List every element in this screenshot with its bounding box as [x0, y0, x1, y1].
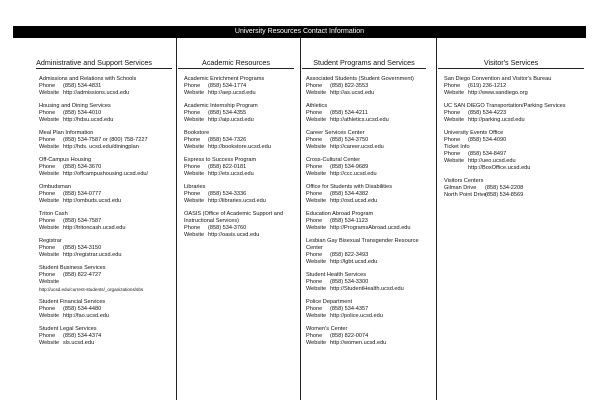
entry-line [306, 171, 432, 178]
phone-number: (858) 534-3760 [208, 225, 247, 231]
phone-number: (858) 534-3336 [208, 191, 247, 197]
website-link[interactable]: http://StudentHealth.ucsd.edu [330, 286, 404, 292]
entry-list [39, 76, 176, 347]
entry-name: Athletics [306, 103, 328, 109]
list-item [39, 184, 176, 205]
list-item [306, 211, 432, 232]
website-link[interactable]: http://ueo.ucsd.edu [468, 158, 516, 164]
website-link[interactable]: http://aip.ucsd.edu [208, 117, 254, 123]
entry-line [306, 198, 432, 205]
entry-line [306, 110, 432, 117]
phone-number: (858) 534-7326 [208, 137, 247, 143]
entry-line [39, 137, 176, 144]
list-item [306, 326, 432, 347]
entry-line [306, 90, 432, 97]
field-label: Website [306, 117, 327, 123]
field-label: Website [39, 252, 60, 258]
field-label: Phone [39, 110, 56, 116]
website-link[interactable]: http://police.ucsd.edu [330, 313, 383, 319]
field-label: Phone [39, 245, 56, 251]
entry-name: Express to Success Program [184, 157, 257, 163]
list-item [306, 103, 432, 124]
field-label: Website [306, 259, 327, 265]
ticket-info-label: Ticket Info [444, 144, 470, 150]
phone-number: (858) 534-3150 [63, 245, 102, 251]
entry-line [444, 137, 586, 144]
column-title: Visitor's Services [438, 58, 584, 69]
field-label: Phone [39, 83, 56, 89]
list-item [306, 272, 432, 293]
website-link[interactable]: http://www.sandiego.org [468, 90, 528, 96]
column-academic-resources [176, 38, 300, 400]
field-label: Phone [306, 306, 323, 312]
list-item [306, 299, 432, 320]
list-item [306, 184, 432, 205]
field-label: Website [184, 144, 205, 150]
entry-name: Housing and Dining Services [39, 103, 111, 109]
field-label: Website [184, 232, 205, 238]
entry-line [184, 83, 300, 90]
field-label: Website [39, 340, 60, 346]
field-label: Phone [306, 333, 323, 339]
entry-line [184, 171, 300, 178]
phone-number: (858) 822-0074 [330, 333, 369, 339]
phone-number: (858) 534-7587 or (800) 758-7227 [63, 137, 148, 143]
field-label: Website [39, 117, 60, 123]
phone-number: (858) 534-4374 [63, 333, 102, 339]
entry-name: Libraries [184, 184, 206, 190]
phone-number: (858) 822-3493 [330, 252, 369, 258]
field-label: Phone [39, 218, 56, 224]
website-link[interactable]: http://admissions.ucsd.edu [63, 90, 130, 96]
page-title: University Resources Contact Information [13, 26, 586, 38]
entry-line [39, 191, 176, 198]
entry-line [39, 245, 176, 252]
entry-name: OASIS (Office of Academic Support and Instructional Services) [184, 211, 284, 224]
phone-number: (858) 534-4090 [468, 137, 507, 143]
field-label: Phone [444, 137, 461, 143]
phone-number: (858) 822-3553 [330, 83, 369, 89]
field-label: Website [184, 117, 205, 123]
list-item [39, 211, 176, 232]
website-link[interactable]: sls.ucsd.edu [63, 340, 95, 346]
entry-line [306, 144, 432, 151]
list-item [184, 184, 300, 205]
entry-line [39, 110, 176, 117]
entry-line [306, 218, 432, 225]
field-label: Website [306, 286, 327, 292]
field-label: Website [39, 90, 60, 96]
field-label: Phone [39, 137, 56, 143]
list-item [39, 326, 176, 347]
entry-name: Women's Center [306, 326, 348, 332]
field-label: Website [39, 225, 60, 231]
website-link[interactable]: http://ccc.ucsd.edu [330, 171, 377, 177]
phone-number: (858) 534-8497 [468, 151, 507, 157]
field-label: Website [39, 313, 60, 319]
entry-line [39, 83, 176, 90]
entry-name: Off-Campus Housing [39, 157, 92, 163]
phone-number: (858) 822-4727 [63, 272, 102, 278]
list-item [39, 299, 176, 320]
phone-number: (858) 534-4211 [330, 110, 368, 116]
entry-line [306, 306, 432, 313]
entry-name: Visitors Centers [444, 178, 484, 184]
website-link[interactable]: http://athletics.ucsd.edu [330, 117, 389, 123]
field-label: Website [39, 144, 60, 150]
entry-line [39, 225, 176, 232]
entry-list [184, 76, 300, 239]
column-title: Student Programs and Services [302, 58, 426, 69]
entry-line [306, 279, 432, 286]
entry-name: University Events Office [444, 130, 504, 136]
entry-line [184, 90, 300, 97]
entry-line [39, 272, 176, 279]
field-label: Phone [184, 225, 201, 231]
phone-number: (858) 534-3670 [63, 164, 102, 170]
phone-number: (858) 534-3300 [330, 279, 369, 285]
website-link[interactable]: http://osd.ucsd.edu [330, 198, 378, 204]
column-title: Administrative and Support Services [36, 58, 172, 69]
entry-name: Office for Students with Disabilities [306, 184, 393, 190]
field-label: Phone [444, 110, 461, 116]
list-item [306, 238, 432, 266]
phone-number: (858) 534-4355 [208, 110, 247, 116]
field-label: Phone [444, 151, 461, 157]
entry-line [444, 83, 586, 90]
website-link[interactable]: http://hds. ucsd.edu/diningplan [63, 144, 139, 150]
list-item [184, 211, 300, 239]
website-link[interactable]: http://tritoncash.ucsd.edu [63, 225, 126, 231]
entry-line [306, 286, 432, 293]
entry-name: Cross-Cultural Center [306, 157, 361, 163]
entry-name: Meal Plan Information [39, 130, 94, 136]
entry-line [306, 313, 432, 320]
website-link[interactable]: http://women.ucsd.edu [330, 340, 387, 346]
visitor-center-row [444, 192, 586, 199]
field-label: Website [184, 171, 205, 177]
website-link[interactable]: http://as.ucsd.edu [330, 90, 375, 96]
entry-line [444, 110, 586, 117]
entry-line [444, 158, 586, 165]
entry-name: UC SAN DIEGO Transportation/Parking Services [444, 103, 566, 109]
entry-name: Lesbian Gay Bisexual Transgender Resource Center [306, 238, 419, 251]
visitor-center-phone: (858) 534-2208 [485, 185, 524, 191]
field-label: Website [184, 90, 205, 96]
field-label: Phone [184, 164, 201, 170]
list-item [39, 157, 176, 178]
list-item [39, 265, 176, 293]
list-item [306, 157, 432, 178]
list-item [184, 76, 300, 97]
phone-number: (858) 534-0777 [63, 191, 102, 197]
entry-line [306, 191, 432, 198]
column-student-programs [300, 38, 432, 400]
website-link[interactable]: http://ets.ucsd.edu [208, 171, 254, 177]
phone-number: (858) 534-4357 [330, 306, 369, 312]
entry-name: Student Business Services [39, 265, 106, 271]
field-label: Website [184, 198, 205, 204]
phone-number: (858) 534-7587 [63, 218, 102, 224]
website-link[interactable]: http://parking.ucsd.edu [468, 117, 525, 123]
entry-name: Academic Internship Program [184, 103, 258, 109]
entry-line [306, 259, 432, 266]
entry-line [184, 110, 300, 117]
entry-line [306, 117, 432, 124]
field-label: Phone [39, 191, 56, 197]
website-link[interactable]: http://offcampushousing.ucsd.edu/ [63, 171, 149, 177]
phone-number: (619) 236-1212 [468, 83, 507, 89]
entry-line [306, 83, 432, 90]
list-item [184, 157, 300, 178]
phone-number: (858) 822-0181 [208, 164, 247, 170]
phone-number: (858) 534-1123 [330, 218, 368, 224]
entry-line [39, 198, 176, 205]
field-label: Website [306, 313, 327, 319]
entry-list [444, 76, 586, 172]
entry-line [306, 225, 432, 232]
field-label: Website [39, 279, 60, 285]
visitors-centers [444, 178, 586, 199]
column-admin-support [36, 38, 176, 400]
entry-name: Bookstore [184, 130, 210, 136]
entry-line [39, 333, 176, 340]
list-item [444, 76, 586, 97]
entry-line [39, 218, 176, 225]
list-item [39, 103, 176, 124]
visitor-center-place: Gilman Drive [444, 185, 477, 191]
field-label: Website [444, 117, 465, 123]
entry-line [39, 117, 176, 124]
visitor-center-row [444, 185, 586, 192]
field-label: Phone [306, 279, 323, 285]
entry-name: Student Health Services [306, 272, 367, 278]
entry-name: Admissions and Relations with Schools [39, 76, 137, 82]
field-label: Website [306, 90, 327, 96]
phone-number: (858) 534-4480 [63, 306, 102, 312]
entry-list [306, 76, 432, 347]
entry-name: Education Abroad Program [306, 211, 374, 217]
entry-line [184, 232, 300, 239]
field-label: Website [39, 198, 60, 204]
field-label: Phone [306, 218, 323, 224]
website-link[interactable]: http://ombuds.ucsd.edu [63, 198, 122, 204]
phone-number: (858) 534-1774 [208, 83, 247, 89]
field-label: Phone [306, 137, 323, 143]
entry-line [184, 144, 300, 151]
entry-name: Associated Students (Student Government) [306, 76, 414, 82]
entry-name: Police Department [306, 299, 353, 305]
entry-line [39, 279, 176, 286]
entry-line [39, 164, 176, 171]
phone-number: (858) 534-4831 [63, 83, 102, 89]
list-item [39, 76, 176, 97]
website-link[interactable]: http://bookstore.ucsd.edu [208, 144, 271, 150]
list-item [444, 103, 586, 124]
field-label: Website [444, 158, 465, 164]
entry-line [39, 306, 176, 313]
website-link[interactable]: http://aep.ucsd.edu [208, 90, 256, 96]
field-label: Website [39, 171, 60, 177]
website-link[interactable]: http://libraries.ucsd.edu [208, 198, 266, 204]
website-link[interactable]: http://career.ucsd.edu [330, 144, 384, 150]
website-link[interactable]: http://lgbt.ucsd.edu [330, 259, 378, 265]
list-item [184, 103, 300, 124]
list-item [184, 130, 300, 151]
entry-line [444, 165, 586, 172]
columns-container [36, 38, 586, 400]
website-link[interactable]: http://hdsu.ucsd.edu [63, 117, 114, 123]
entry-line [444, 151, 586, 158]
phone-number: (858) 534-9689 [330, 164, 369, 170]
field-label: Phone [39, 333, 56, 339]
field-label: Phone [444, 83, 461, 89]
entry-line [39, 171, 176, 178]
website-link[interactable]: http://fao.ucsd.edu [63, 313, 110, 319]
visitor-center-phone: (858) 534-8569 [485, 192, 524, 198]
website-link[interactable]: http://oasis.ucsd.edu [208, 232, 260, 238]
entry-line [39, 90, 176, 97]
entry-line [184, 164, 300, 171]
entry-line [184, 225, 300, 232]
entry-line [39, 144, 176, 151]
entry-name: Student Financial Services [39, 299, 106, 305]
entry-name: Ombudsman [39, 184, 72, 190]
entry-line [184, 117, 300, 124]
field-label: Phone [39, 306, 56, 312]
entry-line [184, 137, 300, 144]
field-label: Website [444, 90, 465, 96]
entry-name: Academic Enrichment Programs [184, 76, 265, 82]
entry-line [184, 191, 300, 198]
entry-line [444, 90, 586, 97]
entry-name: Career Services Center [306, 130, 365, 136]
entry-line [39, 252, 176, 259]
field-label: Phone [306, 191, 323, 197]
phone-number: (858) 534-3750 [330, 137, 369, 143]
entry-line [306, 340, 432, 347]
field-label: Phone [184, 191, 201, 197]
list-item [39, 238, 176, 259]
list-item [39, 130, 176, 151]
website-link[interactable]: http://registrar.ucsd.edu [63, 252, 122, 258]
phone-number: (858) 534-4010 [63, 110, 102, 116]
entry-line [306, 333, 432, 340]
field-label: Website [306, 144, 327, 150]
field-label: Phone [39, 272, 56, 278]
column-title: Academic Resources [178, 58, 294, 69]
field-label: Phone [184, 137, 201, 143]
field-label: Phone [184, 110, 201, 116]
list-item [306, 130, 432, 151]
entry-name: Registrar [39, 238, 62, 244]
phone-number: (858) 534-4223 [468, 110, 507, 116]
list-item [306, 76, 432, 97]
visitor-center-place: North Point Drive [444, 192, 487, 198]
entry-line [184, 198, 300, 205]
field-label: Website [306, 198, 327, 204]
field-label: Website [306, 340, 327, 346]
field-label: Phone [306, 83, 323, 89]
field-label: Phone [306, 252, 323, 258]
entry-line [39, 313, 176, 320]
field-label: Website [306, 225, 327, 231]
list-item [444, 130, 586, 172]
entry-name: San Diego Convention and Visitor's Bureau [444, 76, 552, 82]
entry-line [444, 117, 586, 124]
website-link[interactable]: http://BoxOffice.ucsd.edu [468, 165, 531, 171]
phone-number: (858) 534-4382 [330, 191, 369, 197]
website-link[interactable]: http://ProgramsAbroad.ucsd.edu [330, 225, 411, 231]
website-link[interactable]: http://ucsd.edu/current-students/_organizations/sbs [39, 287, 144, 292]
entry-line [306, 137, 432, 144]
field-label: Phone [306, 164, 323, 170]
entry-line [306, 252, 432, 259]
entry-line [306, 164, 432, 171]
field-label: Phone [306, 110, 323, 116]
entry-name: Student Legal Services [39, 326, 97, 332]
entry-line [39, 340, 176, 347]
field-label: Website [306, 171, 327, 177]
field-label: Phone [39, 164, 56, 170]
entry-name: Triton Cash [39, 211, 68, 217]
column-visitors-services [436, 38, 586, 400]
field-label: Phone [184, 83, 201, 89]
